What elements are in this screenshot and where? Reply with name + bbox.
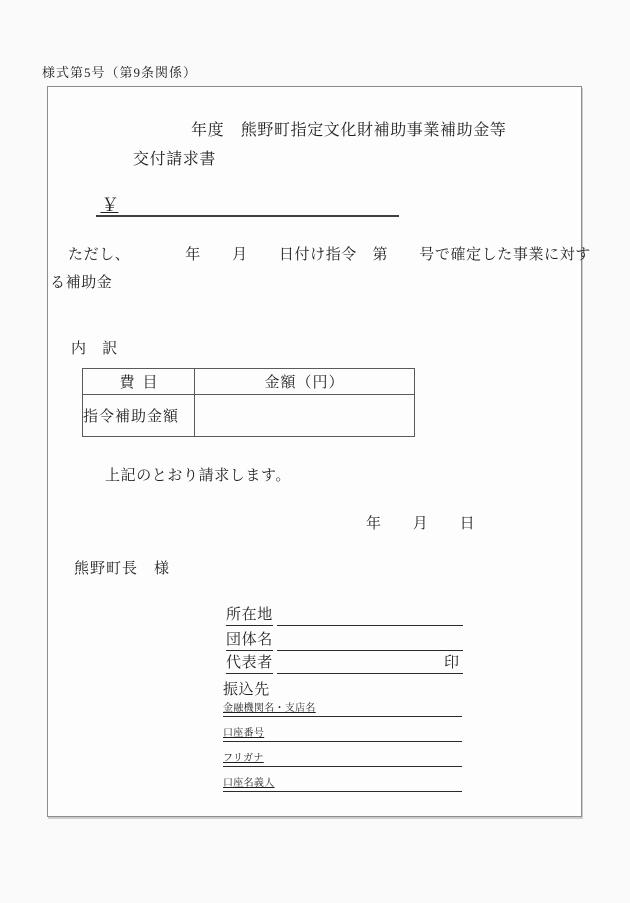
furigana-label: フリガナ: [223, 753, 264, 764]
organization-field-row: [226, 631, 463, 651]
column-header-amount: 金額（円）: [195, 369, 415, 395]
account-holder-row: [223, 774, 462, 792]
address-field-row: [226, 606, 463, 626]
form-title-line2: 交付請求書: [133, 151, 217, 168]
organization-write-line: [277, 631, 463, 651]
account-number-row: [223, 724, 462, 742]
yen-symbol: ￥: [100, 195, 120, 215]
organization-label: 団体名: [226, 630, 273, 651]
account-number-label: 口座番号: [223, 728, 265, 739]
seal-mark: 印: [443, 655, 459, 671]
representative-label: 代表者: [226, 653, 273, 674]
account-holder-label: 口座名義人: [223, 778, 275, 789]
date-placeholder: 年 月 日: [366, 516, 476, 532]
cell-item-name: 指令補助金額: [83, 395, 195, 437]
transfer-section-heading: 振込先: [223, 682, 270, 698]
table-row: [83, 395, 415, 437]
form-border-box: [47, 86, 591, 817]
breakdown-table: [82, 368, 415, 437]
addressee: 熊野町長 様: [74, 561, 171, 577]
form-title-line1: 年度 熊野町指定文化財補助事業補助金等: [191, 122, 507, 139]
bank-name-label: 金融機関名・支店名: [223, 703, 316, 714]
breakdown-header-row: [83, 369, 415, 395]
cell-amount-value: [195, 395, 415, 437]
request-statement: 上記のとおり請求します。: [105, 468, 292, 484]
address-label: 所在地: [226, 605, 273, 626]
proviso-text-line2: る補助金: [50, 275, 113, 291]
furigana-row: [223, 749, 462, 767]
bank-name-row: [223, 699, 462, 717]
column-header-item: 費目: [83, 369, 195, 395]
representative-write-line: [277, 654, 463, 674]
proviso-text-line1: ただし、 年 月 日付け指令 第 号で確定した事業に対す: [68, 247, 591, 263]
representative-field-row: [226, 654, 463, 674]
breakdown-heading: 内 訳: [71, 341, 118, 357]
form-number: 様式第5号（第9条関係）: [42, 65, 198, 80]
address-write-line: [277, 606, 463, 626]
amount-entry-line: [96, 191, 399, 217]
